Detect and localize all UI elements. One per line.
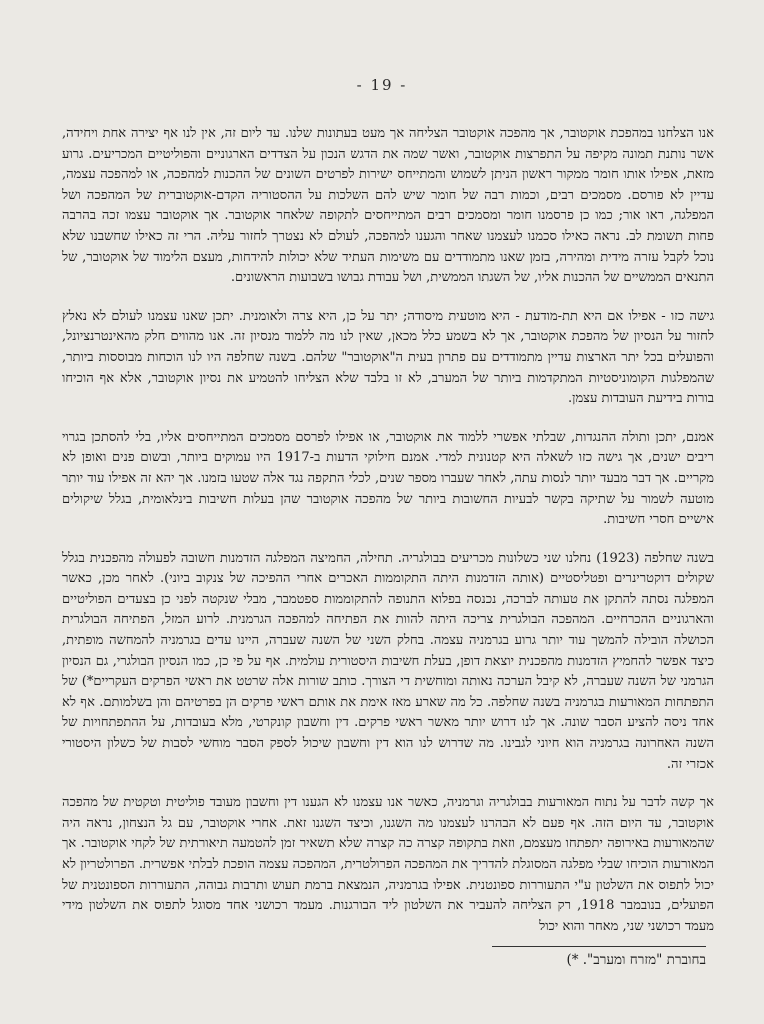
paragraph: אנו הצלחנו במהפכת אוקטובר, אך מהפכה אוקטובר הצליחה אך מעט בעתונות שלנו. עד ליום זה, אין לנו אף יצירה אחת ויחידה, אשר נותנת תמונה מקיפה על התפרצות אוקטובר, ואשר שמה את הדגש הנכון על הצדדים הארגוניים והפוליטיים המכריעים. גרוע מזאת, אפילו אותו חומר ממקור ראשון הניתן לשמוש והמתייחס ישירות לפרטים השונים של ההכנות למהפכה, או למהפכה עצמה, עדיין לא פורסם. מסמכים רבים, וכמות רבה של חומר שיש להם השלכות על ההסטוריה הקדם-אוקטוברית של המהפכה ושל המפלגה, ראו אור; כמו כן פרסמנו חומר ומסמכים רבים המתייחסים לתקופה שלאחר אוקטובר. אך אוקטובר עצמו זכה בהרבה פחות תשומת לב. נראה כאילו סכמנו לעצמנו שאחר והגענו למהפכה, לעולם לא נצטרך לחזור עליה. הרי זה כאילו שחשבנו שלא נוכל לקבל עזרה מידית ומהירה, בזמן שאנו מתמודדים עם משימות העתיד שלא יכולות להידחות, מעצם הלימוד של אוקטובר, של התנאים הממשיים של ההכנות אליו, של השגתו הממשית, ושל עבודת גבושו בשבועות הראשונים. <box>62 126 714 286</box>
page-number: - 19 - <box>356 76 408 94</box>
footnote-divider <box>492 946 706 947</box>
paragraph: אמנם, יתכן ותולה ההנגדות, שבלתי אפשרי ללמוד את אוקטובר, או אפילו לפרסם מסמכים המתייחסים אליו, בלי להסתכן בגרוי ריבים ישנים, אך גישה כזו לשאלה היא קטנונית למדי. אמנם חילוקי הדעות ב-1917 היו עמוקים ביותר, ובשום פנים ואופן לא מקריים. אך דבר מבעד יותר לנסות עתה, לאחר שעברו מספר שנים, לכלי התקפה נגד אלה שטעו בזמנו. אך יהא זה אפילו עוד יותר מוטעה לשמור על שתיקה בקשר לבעיות החשובות ביותר של מהפכה אוקטובר שהן בעלות חשיבות בינלאומית, בגלל שיקולים אישיים חסרי חשיבות. <box>62 429 715 528</box>
footnote-mark: *) <box>566 952 579 968</box>
footnote <box>360 952 706 968</box>
paragraph: אך קשה לדבר על נתוח המאורעות בבולגריה וגרמניה, כאשר אנו עצמנו לא הגענו דין וחשבון מעובד פוליטית וטקטית של מהפכה אוקטובר, עד היום הזה. אף פעם לא הבהרנו לעצמנו מה השגנו, וכיצד השגנו זאת. אחרי אוקטובר, עם גל הנצחון, נראה היה שהמאורעות באירופה יתפתחו מעצמם, וזאת בתקופה קצרה כה קצרה שלא תשאיר זמן להטמעה תיאורתית של לקחי אוקטובר. אך המאורעות הוכיחו שבלי מפלגה המסוגלת להדריך את המהפכה הפרולטרית, המהפכה עצמה הופכת לבלתי אפשרית. הפרולטריון לא יכול לתפוס את השלטון ע"י התעוררות ספונטנית. אפילו בגרמניה, הנמצאת ברמת תעוש ותרבות גבוהה, התעוררות הספונטנית של הפועלים, בנובמבר 1918, רק הצליחה להעביר את השלטון ליד הבורגנות. מעמד רכושני אחד מסוגל לתפוס את השלטון מידי מעמד רכושני שני, מאחר והוא יכול <box>62 795 714 934</box>
paragraph: גישה כזו - אפילו אם היא תת-מודעת - היא מוטעית מיסודה; יתר על כן, היא צרה ולאומנית. יתכן שאנו עצמנו לעולם לא נאלץ לחזור על הנסיון של מהפכת אוקטובר, אך לא בשמע כלל מכאן, שאין לנו מה ללמוד מנסיון זה. אנו מהווים חלק מהאינטרנציונל, והפועלים בכל יתר הארצות עדיין מתמודדים עם פתרון בעית ה"אוקטובר" שלהם. בשנה שחלפה היו לנו הוכחות מבוססות ביותר, שהמפלגות הקומוניסטיות המתקדמות ביותר של המערב, לא זו בלבד שלא הצליחו להטמיע את נסיון אוקטובר, אלא אף הוכיחו בורות בידיעת העובדות עצמן. <box>62 308 714 407</box>
footnote-text: בחוברת "מזרח ומערב". <box>582 952 706 968</box>
paragraph: בשנה שחלפה (1923) נחלנו שני כשלונות מכריעים בבולגריה. תחילה, החמיצה המפלגה הזדמנות חשובה לפעולה מהפכנית בגלל שקולים דוקטרינרים ופטליסטיים (אותה הזדמנות היתה התקוממות האכרים אחרי ההפיכה של צנקוב ביוני). לאחר מכן, כאשר המפלגה נסתה להתקן את טעותה לברכה, נכנסה בפלוא התנופה להתקוממות ספטמבר, מבלי שנקטה לפני כן בצעדים הפוליטיים והארגוניים ההכרחיים. המהפכה הבולגרית צריכה היתה להוות את הפתיחה למהפכה הגרמנית. לרוע המזל, הפתיחה הבולגרית הכושלה הובילה להמשך עוד יותר גרוע בגרמניה עצמה. בחלק השני של השנה שעברה, היינו עדים בגרמניה להמחשה מופתית, כיצד אפשר להחמיץ הזדמנות מהפכנית יוצאת דופן, בעלת חשיבות היסטורית עולמית. אף על פי כן, כמו הנסיון הבולגרי, גם הנסיון הגרמני של השנה שעברה, לא קיבל הערכה נאותה ומוחשית די הצורך. כותב שורות אלה שרטט את ראשי הפרקים העקריים*) של התפתחות המאורעות בגרמניה בשנה שחלפה. כל מה שארע מאז אימת את אותם ראשי פרקים הן בפרטיהם והן בשלמותם. אף לא אחד ניסה להציע הסבר שונה. אך לנו דרוש יותר מאשר ראשי פרקים. דין וחשבון קונקרטי, מלא בעובדות, על ההתפתחויות של השנה האחרונה בגרמניה הוא חיוני לגבינו. מה שדרוש לנו הוא דין וחשבון שיכול לספק הסבר מוחשי לסבות של כשלון היסטורי אכזרי זה. <box>62 550 714 772</box>
body-text <box>62 124 714 955</box>
